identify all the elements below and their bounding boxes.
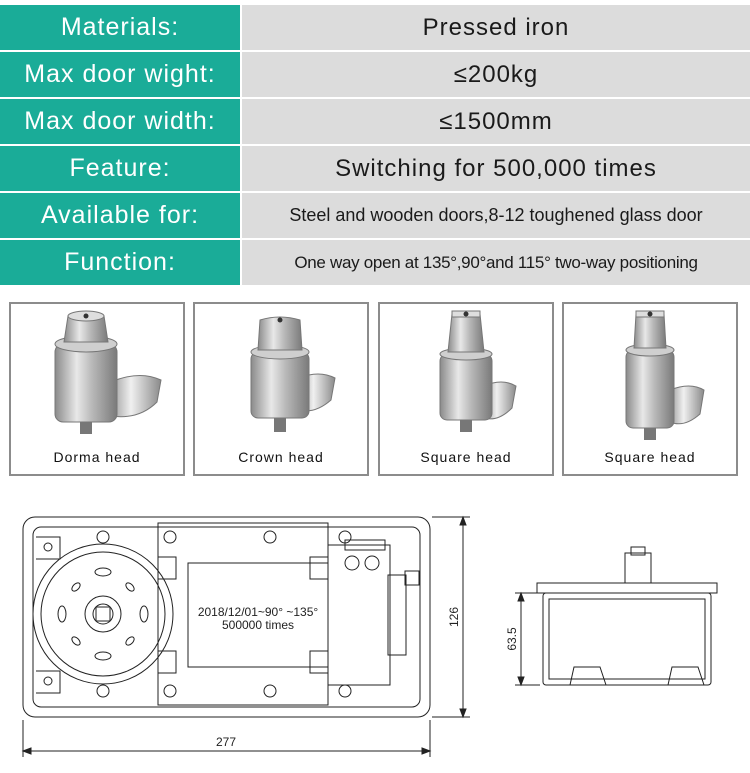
spec-row-materials <box>0 5 750 50</box>
head-caption: Crown head <box>238 449 324 465</box>
spec-row-feature <box>0 146 750 191</box>
dim-height-label: 126 <box>447 606 461 628</box>
spec-row-max-door-width <box>0 99 750 144</box>
spec-key: Materials: <box>0 5 240 50</box>
square-head-icon <box>564 304 736 444</box>
spec-value: Pressed iron <box>242 5 750 50</box>
spec-key: Function: <box>0 240 240 285</box>
head-card-dorma <box>9 302 185 476</box>
spec-row-max-door-weight <box>0 52 750 97</box>
pivot-disc <box>33 544 173 684</box>
head-caption: Square head <box>420 449 512 465</box>
spec-value: ≤200kg <box>242 52 750 97</box>
head-card-square-2 <box>562 302 738 476</box>
head-card-square-1 <box>378 302 554 476</box>
spec-key: Feature: <box>0 146 240 191</box>
spec-key: Max door wight: <box>0 52 240 97</box>
dim-side-height-label: 63.5 <box>505 627 519 651</box>
head-caption: Square head <box>604 449 696 465</box>
spec-row-available-for <box>0 193 750 238</box>
head-types-gallery <box>9 302 744 478</box>
crown-head-icon <box>195 304 367 444</box>
spec-value: ≤1500mm <box>242 99 750 144</box>
spec-key: Available for: <box>0 193 240 238</box>
spec-value: One way open at 135°,90°and 115° two-way positioning <box>242 240 750 285</box>
head-caption: Dorma head <box>53 449 141 465</box>
spec-row-function <box>0 240 750 285</box>
dorma-head-icon <box>11 304 183 444</box>
stamp-text-line1: 2018/12/01~90° ~135° <box>197 605 319 619</box>
stamp-text-line2: 500000 times <box>221 618 295 632</box>
spec-value: Steel and wooden doors,8-12 toughened glass door <box>242 193 750 238</box>
square-head-icon <box>380 304 552 444</box>
head-card-crown <box>193 302 369 476</box>
side-view <box>537 547 717 685</box>
dim-width-label: 277 <box>215 735 237 749</box>
spec-key: Max door width: <box>0 99 240 144</box>
technical-drawing <box>0 495 750 773</box>
spec-value: Switching for 500,000 times <box>242 146 750 191</box>
